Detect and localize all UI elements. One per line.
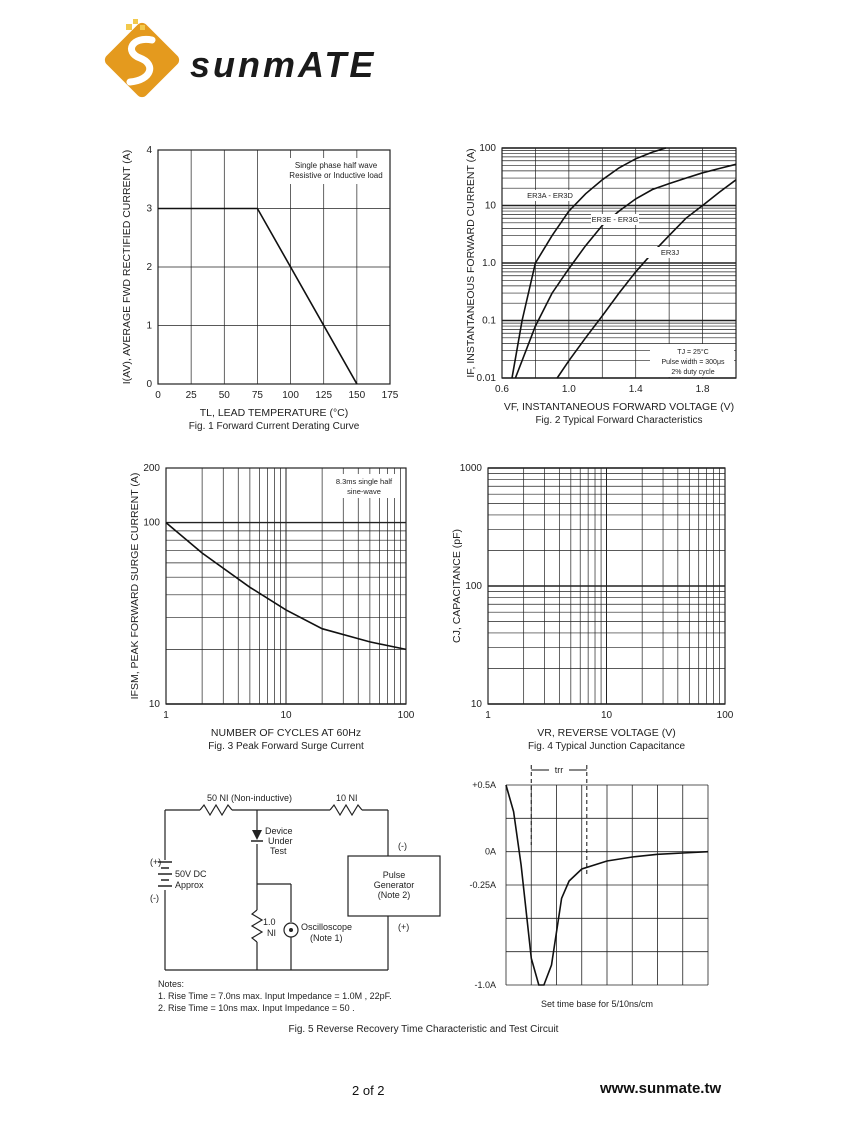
note-1: 1. Rise Time = 7.0ns max. Input Impedance = 1.0M , 22pF.	[158, 991, 392, 1001]
annotation-line: sine-wave	[347, 487, 381, 496]
source-minus: (-)	[150, 893, 159, 903]
x-tick-label: 10	[280, 710, 292, 721]
dut-label-1: Device	[265, 826, 293, 836]
x-tick-label: 1.0	[561, 384, 576, 395]
source-plus: (+)	[150, 857, 162, 867]
r2-label: 10 NI	[336, 793, 358, 803]
x-tick-label: 175	[381, 390, 399, 401]
pulse-label-3: (Note 2)	[377, 890, 411, 900]
r1-label: 50 NI (Non-inductive)	[207, 793, 293, 803]
note-2: 2. Rise Time = 10ns max. Input Impedance = 50 .	[158, 1003, 355, 1013]
dut-label-3: Test	[270, 846, 287, 856]
resistor-1ohm	[252, 910, 262, 942]
annotation-line: TJ = 25°C	[677, 349, 709, 356]
resistor-10	[330, 805, 362, 815]
y-tick-label: 10	[470, 699, 482, 710]
fig3-chart	[110, 458, 420, 758]
source-label-1: 50V DC	[175, 869, 207, 879]
annotation-line: 8.3ms single half	[335, 477, 393, 486]
annotation-line-1: Single phase half wave	[294, 161, 378, 170]
x-tick-label: 100	[716, 710, 734, 721]
r3-label-1: 1.0	[263, 917, 276, 927]
series-label: ER3A - ER3D	[527, 191, 573, 200]
annotation-line-2: Resistive or Inductive load	[289, 171, 383, 180]
brand-wordmark: sunmATE	[190, 44, 377, 85]
test-circuit	[140, 780, 460, 1020]
y-tick-label: 1	[146, 320, 152, 332]
website-url: www.sunmate.tw	[600, 1080, 722, 1097]
x-tick-label: 0.6	[495, 384, 509, 395]
x-tick-label: 100	[282, 390, 299, 401]
fig2-chart	[445, 140, 755, 440]
dut-label-2: Under	[268, 836, 293, 846]
y-tick-label: +0.5A	[472, 780, 496, 790]
fig4-chart	[445, 458, 755, 758]
chart-caption: Fig. 2 Typical Forward Characteristics	[535, 415, 703, 426]
y-axis-label: IFSM, PEAK FORWARD SURGE CURRENT (A)	[129, 472, 141, 700]
y-tick-label: 10	[148, 699, 160, 710]
x-tick-label: 150	[348, 390, 366, 401]
annotation-line: 2% duty cycle	[671, 369, 715, 376]
y-tick-label: -0.25A	[469, 880, 496, 890]
pulse-minus: (-)	[398, 841, 407, 851]
y-tick-label: 4	[146, 145, 152, 156]
sunmate-logo	[100, 18, 190, 108]
x-tick-label: 1	[163, 710, 169, 721]
x-tick-label: 125	[315, 390, 333, 401]
y-tick-label: 1000	[459, 463, 482, 474]
x-axis-label: VR, REVERSE VOLTAGE (V)	[537, 727, 676, 739]
x-tick-label: 0	[155, 390, 161, 401]
trr-label: trr	[554, 765, 564, 775]
y-tick-label: 200	[143, 463, 160, 474]
scope-label-2: (Note 1)	[310, 933, 343, 943]
chart-caption: Fig. 3 Peak Forward Surge Current	[208, 741, 364, 752]
y-tick-label: 3	[146, 203, 152, 215]
x-axis-label: TL, LEAD TEMPERATURE (°C)	[199, 407, 349, 419]
y-tick-label: 0.01	[476, 373, 496, 384]
x-tick-label: 1	[485, 710, 491, 721]
x-tick-label: 1.8	[695, 384, 710, 395]
y-tick-label: -1.0A	[474, 980, 496, 990]
x-tick-label: 75	[251, 390, 263, 401]
x-tick-label: 1.4	[628, 384, 643, 395]
pulse-label-1: Pulse	[382, 870, 406, 880]
fig1-chart	[110, 140, 410, 440]
x-axis-label: VF, INSTANTANEOUS FORWARD VOLTAGE (V)	[503, 401, 735, 413]
series-label: ER3J	[660, 248, 680, 257]
source-label-2: Approx	[175, 880, 204, 890]
x-tick-label: 25	[185, 390, 197, 401]
x-axis-label: Set time base for 5/10ns/cm	[540, 999, 654, 1009]
pulse-plus: (+)	[398, 922, 410, 932]
y-tick-label: 100	[143, 517, 160, 529]
annotation-line: Pulse width = 300μs	[661, 359, 725, 366]
fig5-waveform	[460, 760, 720, 1016]
page-number: 2 of 2	[352, 1083, 385, 1098]
scope-label-1: Oscilloscope	[301, 922, 353, 932]
y-axis-label: I(AV), AVERAGE FWD RECTIFIED CURRENT (A)	[121, 149, 133, 385]
y-axis-label: IF, INSTANTANEOUS FORWARD CURRENT (A)	[465, 148, 477, 378]
x-tick-label: 100	[397, 710, 415, 721]
series-label: ER3E - ER3G	[591, 215, 639, 224]
y-tick-label: 1.0	[482, 258, 496, 269]
x-axis-label: NUMBER OF CYCLES AT 60Hz	[210, 727, 362, 739]
notes-title: Notes:	[158, 979, 185, 989]
y-tick-label: 10	[484, 200, 496, 212]
fig5-caption: Fig. 5 Reverse Recovery Time Characteristic and Test Circuit	[288, 1024, 559, 1035]
chart-caption: Fig. 1 Forward Current Derating Curve	[188, 421, 360, 432]
y-tick-label: 100	[465, 581, 482, 592]
x-tick-label: 50	[218, 390, 230, 401]
y-tick-label: 0	[146, 379, 152, 390]
x-tick-label: 10	[600, 710, 613, 721]
y-tick-label: 0.1	[482, 315, 496, 327]
chart-caption: Fig. 4 Typical Junction Capacitance	[527, 741, 686, 752]
y-axis-label: CJ, CAPACITANCE (pF)	[451, 529, 463, 643]
resistor-50	[200, 805, 232, 815]
y-tick-label: 2	[146, 262, 152, 273]
y-tick-label: 100	[479, 143, 496, 154]
y-tick-label: 0A	[484, 846, 496, 857]
r3-label-2: NI	[267, 928, 276, 938]
pulse-label-2: Generator	[373, 880, 415, 890]
